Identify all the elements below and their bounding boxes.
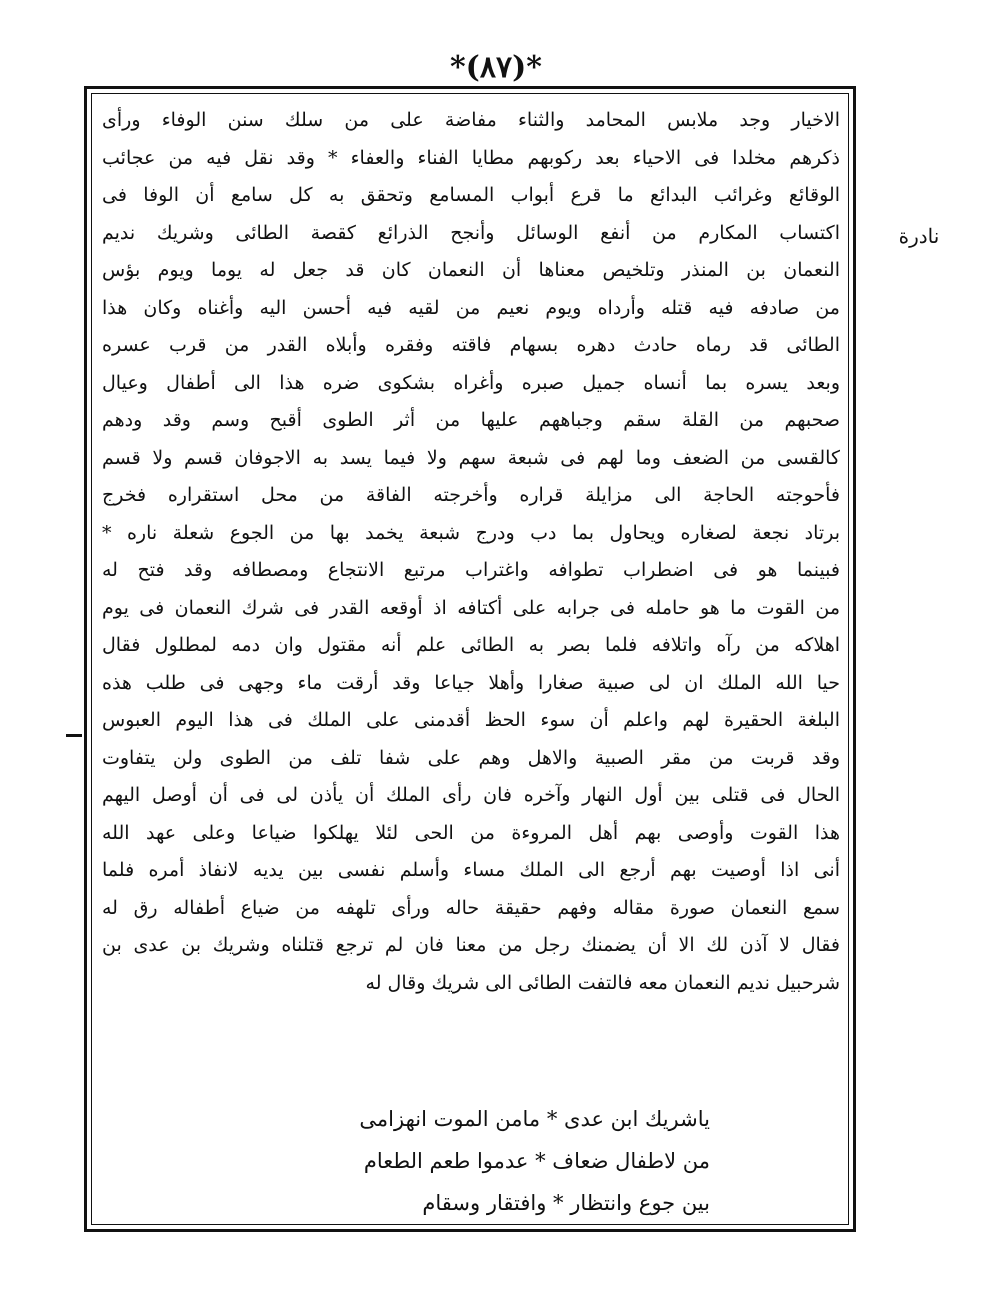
text-line: صحبهم من القلة سقم وجباههم عليها من أثر الطوى أقبح وسم وقد ودهم [102, 409, 840, 431]
text-line: وقد قربت من مقر الصبية والاهل وهم على شفا تلف من الطوى ولن يتفاوت [102, 746, 840, 769]
text-line: الحال فى قتلى بين أول النهار وآخره فان رأى الملك أن يأذن لى فى أن أوصل اليهم [102, 784, 840, 806]
text-line: اكتساب المكارم من أنفع الوسائل وأنجح الذرائع كقصة الطائى وشريك نديم [102, 221, 840, 244]
text-line: فبينما هو فى اضطراب تطوافه واغتراب مرتبع الانتجاع ومصطافه وقد فتح له [102, 559, 840, 581]
text-line: فقال لا آذن لك الا أن يضمنك رجل من معنا فان لم ترجع قتلناه وشريك بن عدى بن [102, 934, 840, 956]
text-line: اهلاكه من رآه واتلافه فلما بصر به الطائى علم أنه مقتول وان دمه لمطلول فقال [102, 634, 840, 656]
margin-note: نادرة [898, 224, 940, 248]
verse-line: ياشريك ابن عدى * مامن الموت انهزامى [359, 1107, 710, 1131]
text-line: برتاد نجعة لصغاره ويحاول بما دب ودرج شبعة يخمد بها من الجوع شعلة ناره * [102, 521, 840, 544]
verse-line: من لاطفال ضعاف * عدموا طعم الطعام [363, 1149, 710, 1173]
verse-block [250, 1098, 710, 1224]
text-line: الاخيار وجد ملابس المحامد والثناء مفاضة على من سلك سنن الوفاء ورأى [102, 109, 840, 131]
verse-line: بين جوع وانتظار * وافتقار وسقام [422, 1191, 710, 1215]
text-line: البلغة الحقيرة لهم واعلم أن سوء الحظ أقدمنى على الملك فى هذا اليوم العبوس [102, 709, 840, 731]
text-line: من صادفه فيه قتله وأرداه ويوم نعيم من لقيه فيه أحسن اليه وأغناه وكان هذا [102, 296, 840, 319]
text-line: أنى اذا أوصيت بهم أرجع الى الملك مساء وأسلم نفسى بين يديه لانفاذ أمره فلما [102, 859, 840, 881]
text-line-last: شرحبيل نديم النعمان معه فالتفت الطائى الى شريك وقال له [365, 971, 840, 994]
text-line: وبعد يسره بما أنساه جميل صبره وأغراه بشكوى ضره هذا الى أطفال وعيال [102, 371, 840, 394]
text-line: سمع النعمان صورة مقاله وفهم حقيقة حاله ورأى تلهفه من ضياع أطفاله رق له [102, 896, 840, 919]
text-line: النعمان بن المنذر وتلخيص معناها أن النعمان كان قد جعل له يوما ويوم بؤس [102, 259, 840, 281]
body-text [102, 102, 840, 1002]
page-header: *(٨٧)* [449, 50, 542, 85]
text-line: الوقائع وغرائب البدائع ما قرع أبواب المسامع وتحقق به كل سامع أن الوفا فى [102, 184, 840, 206]
text-line: فأحوجته الحاجة الى مزايلة قراره وأخرجته الفاقة من محل استقراره فخرج [102, 484, 840, 506]
text-line: من القوت ما هو حامله فى جرابه على أكتافه اذ أوقعه القدر فى شرك النعمان فى يوم [102, 596, 840, 619]
text-line: ذكرهم مخلدا فى الاحياء بعد ركوبهم مطايا الفناء والعفاء * وقد نقل فيه من عجائب [102, 146, 840, 169]
text-line: كالقسى من الضعف وما لهم فى شبعة سهم ولا فيما يسد به الاجوفان قسم ولا قسم [102, 446, 840, 469]
text-line: حيا الله الملك ان لى صبية صغارا وأهلا جياعا وقد أرقت ماء وجهى فى طلب هذه [102, 671, 840, 694]
text-line: الطائى قد رماه حادث دهره بسهام فاقته وفقره وأبلاه القدر من قرب عسره [102, 334, 840, 356]
margin-mark [66, 734, 82, 737]
text-line: هذا القوت وأوصى بهم أهل المروءة من الحى لئلا يهلكوا ضياعا وعلى عهد الله [102, 821, 840, 844]
